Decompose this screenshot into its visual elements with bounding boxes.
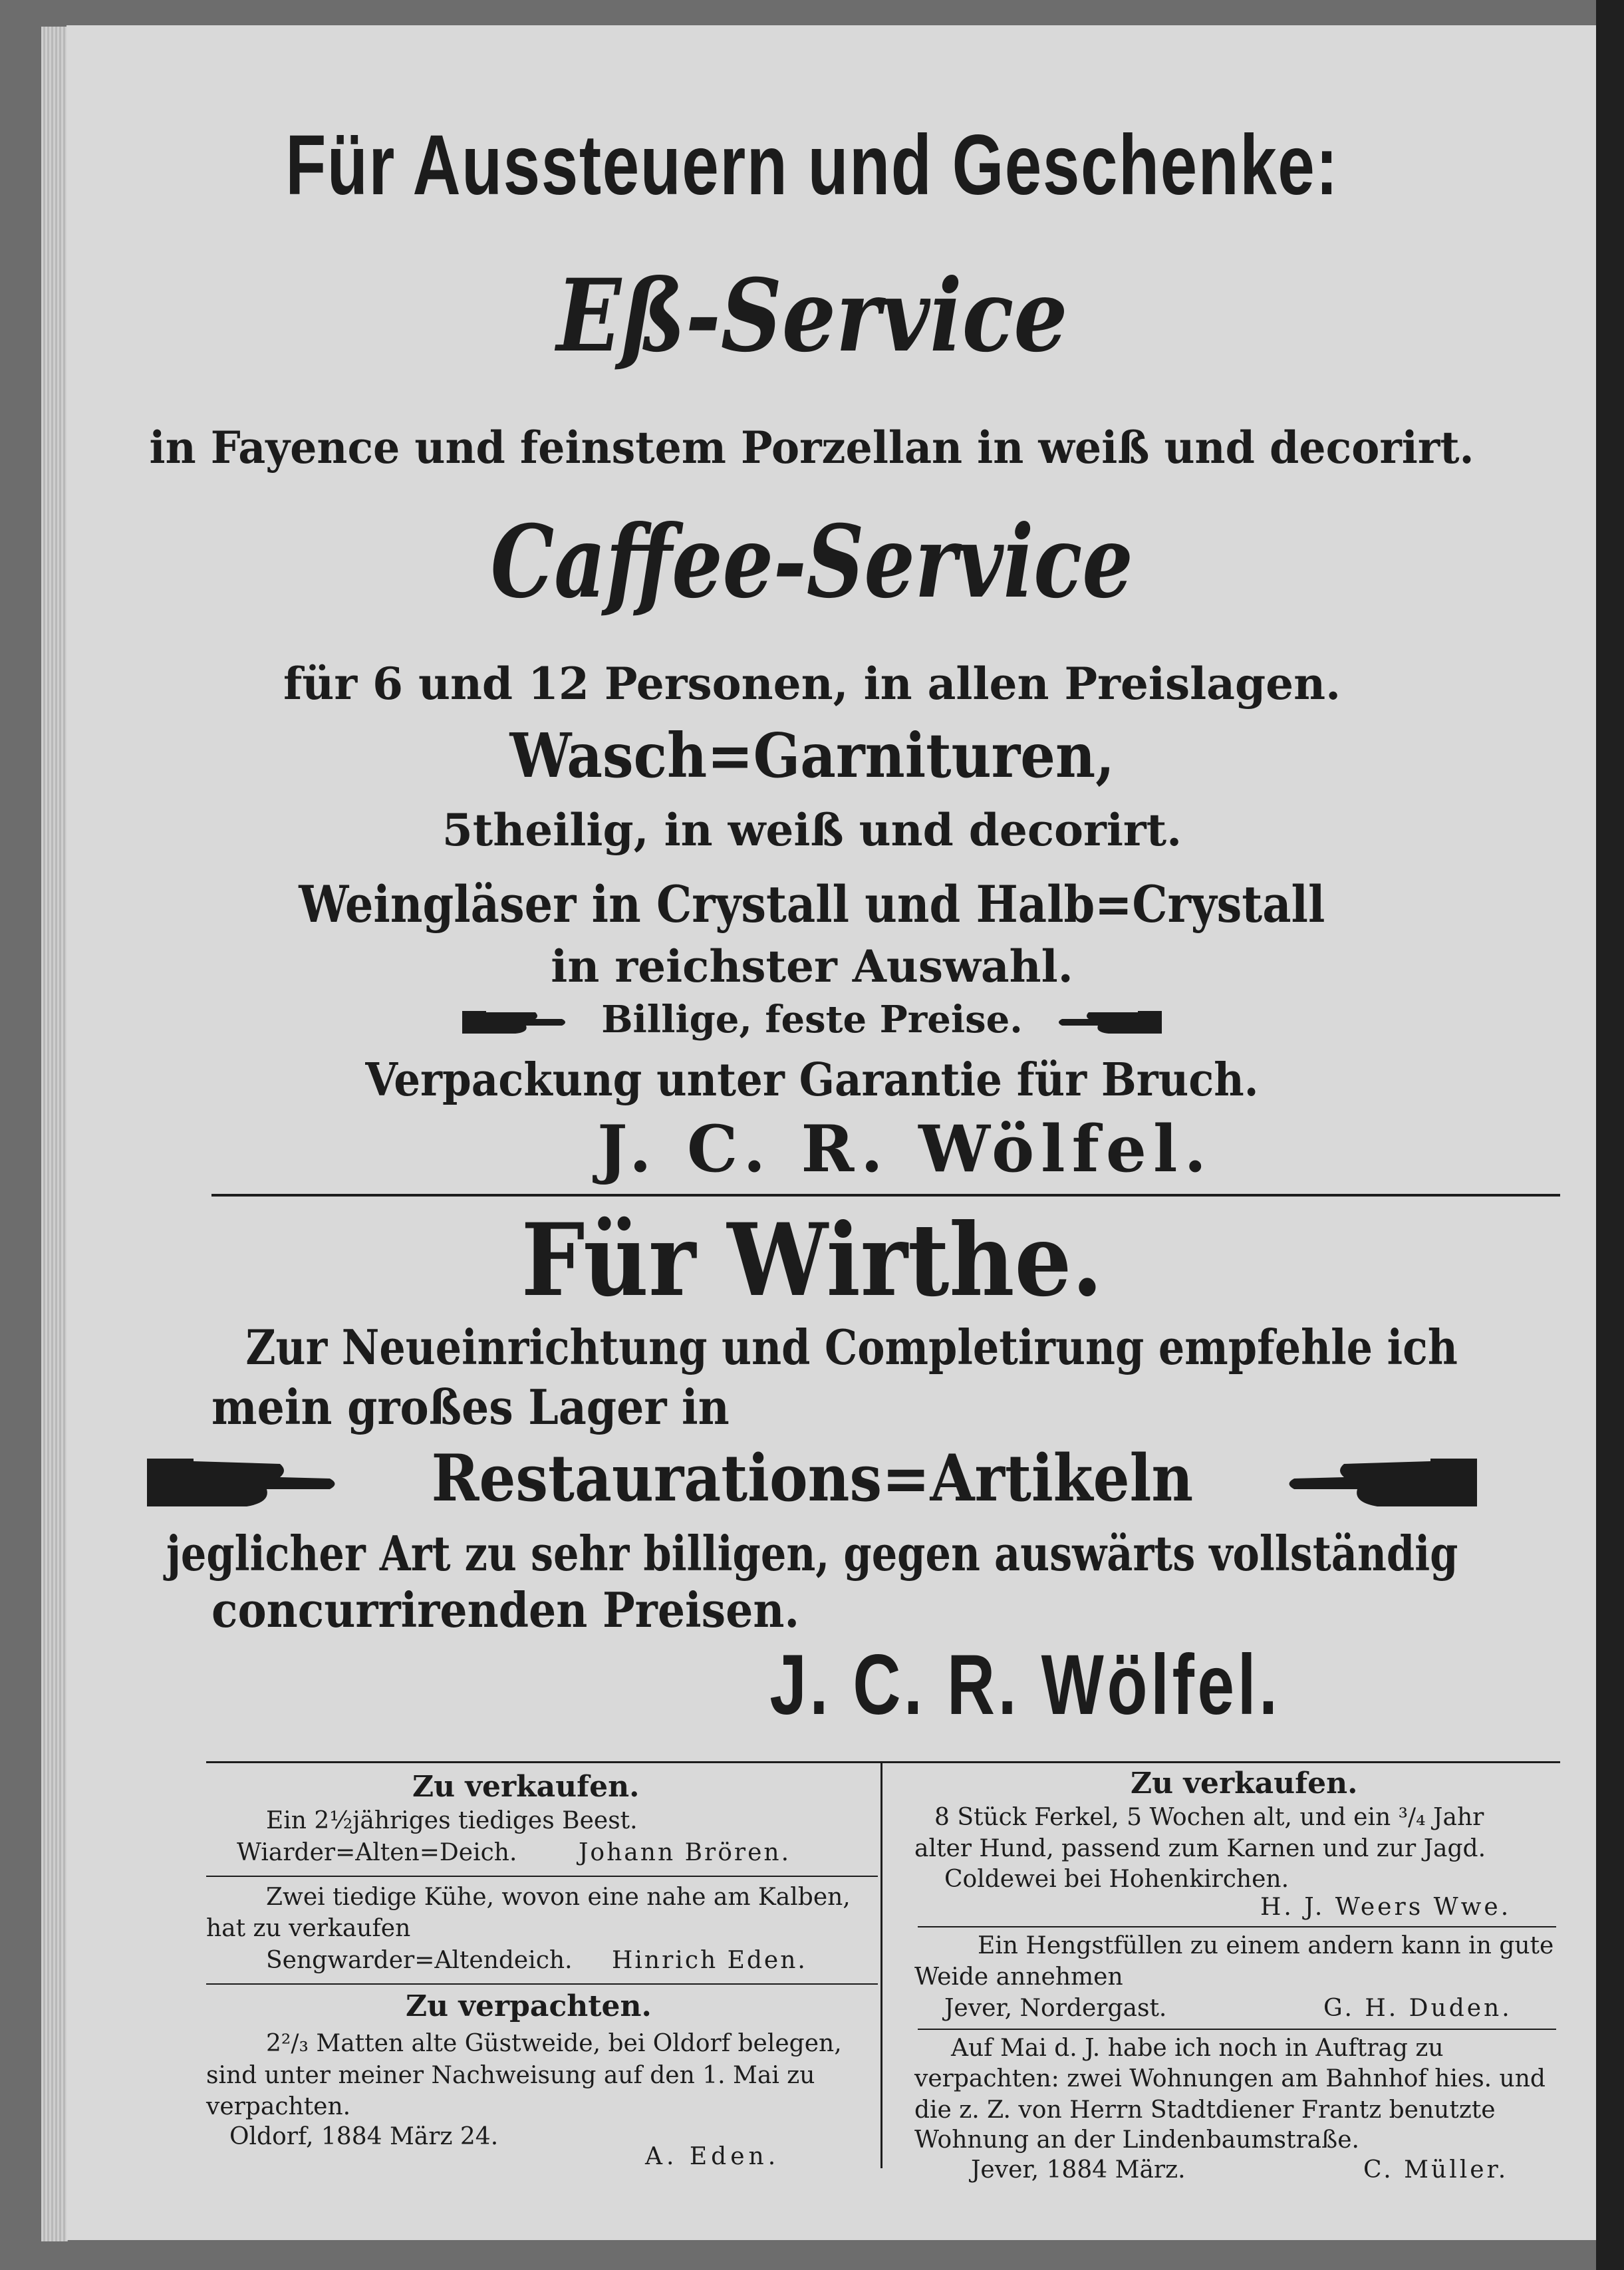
- pointing-hand-left-icon: [1055, 1006, 1162, 1039]
- right-ad3-line2: verpachten: zwei Wohnungen am Bahnhof hies. und: [914, 2065, 1546, 2092]
- right-ad2-name: G. H. Duden.: [1323, 1995, 1512, 2022]
- right-ad3-name: C. Müller.: [1363, 2156, 1509, 2184]
- ad2-line3: jeglicher Art zu sehr billigen, gegen auswärts vollständig: [166, 1525, 1458, 1582]
- left-ad2-name: Hinrich Eden.: [612, 1947, 807, 1974]
- right-ad3-line3: die z. Z. von Herrn Stadtdiener Frantz benutzte: [914, 2096, 1496, 2124]
- left-separator-2: [206, 1983, 878, 1985]
- ad2-line4: concurrirenden Preisen.: [211, 1582, 800, 1638]
- ad1-wasch-description: 5theilig, in weiß und decorirt.: [442, 804, 1182, 856]
- ad1-signature: J. C. R. Wölfel.: [597, 1111, 1213, 1187]
- right-ad2-place: Jever, Nordergast.: [944, 1995, 1167, 2022]
- ad1-weinglaeser: Weingläser in Crystall und Halb=Crystall: [299, 875, 1325, 934]
- classifieds-top-rule: [206, 1761, 1560, 1763]
- left-ad2-place: Sengwarder=Altendeich.: [266, 1947, 573, 1974]
- right-ad1-line2: alter Hund, passend zum Karnen und zur Jagd.: [914, 1835, 1486, 1862]
- left-ad3-line3: verpachten.: [206, 2093, 351, 2120]
- ad2-line2: mein großes Lager in: [211, 1379, 730, 1435]
- right-ad1-title: Zu verkaufen.: [1131, 1767, 1358, 1800]
- ad1-billige-preise-row: Billige, feste Preise.: [0, 1001, 1624, 1039]
- left-ad1-name: Johann Brören.: [579, 1839, 791, 1866]
- ad2-signature: J. C. R. Wölfel.: [769, 1637, 1281, 1733]
- left-ad2-line1: Zwei tiedige Kühe, wovon eine nahe am Kalben,: [266, 1884, 851, 1911]
- right-ad2-line2: Weide annehmen: [914, 1963, 1123, 1991]
- left-ad1-place: Wiarder=Alten=Deich.: [237, 1839, 517, 1866]
- ad-divider-rule: [211, 1194, 1560, 1197]
- ad1-caffee-service: Caffee-Service: [490, 503, 1133, 621]
- pointing-hand-right-icon: [147, 1451, 340, 1517]
- right-ad1-line1: 8 Stück Ferkel, 5 Wochen alt, und ein ³/₄ Jahr: [934, 1804, 1484, 1831]
- right-separator-2: [918, 2029, 1556, 2030]
- ad2-heading: Für Wirthe.: [521, 1202, 1103, 1319]
- left-ad3-place: Oldorf, 1884 März 24.: [229, 2123, 499, 2150]
- ad1-wasch-garnituren: Wasch=Garnituren,: [509, 720, 1115, 791]
- right-separator-1: [918, 1926, 1556, 1927]
- ad1-verpackung: Verpackung unter Garantie für Bruch.: [365, 1054, 1259, 1107]
- ad2-product-row: Restaurations=Artikeln: [0, 1447, 1624, 1517]
- classifieds-column-divider: [880, 1763, 882, 2168]
- pointing-hand-right-icon: [462, 1006, 569, 1039]
- right-ad1-name: H. J. Weers Wwe.: [1260, 1894, 1512, 1921]
- ad1-heading: Für Aussteuern und Geschenke:: [285, 118, 1339, 213]
- left-ad3-name: A. Eden.: [645, 2143, 780, 2170]
- left-ad1-title: Zu verkaufen.: [412, 1770, 640, 1804]
- right-ad3-line1: Auf Mai d. J. habe ich noch in Auftrag zu: [951, 2035, 1444, 2062]
- left-ad1-line1: Ein 2½jähriges tiediges Beest.: [266, 1807, 638, 1834]
- left-ad3-line1: 2²/₃ Matten alte Güstweide, bei Oldorf belegen,: [266, 2030, 842, 2057]
- ad1-wein-description: in reichster Auswahl.: [551, 940, 1073, 992]
- ad1-caffee-description: für 6 und 12 Personen, in allen Preislagen.: [283, 658, 1341, 710]
- ad2-line1: Zur Neueinrichtung und Completirung empfehle ich: [245, 1319, 1458, 1375]
- left-separator-1: [206, 1876, 878, 1877]
- right-ad2-line1: Ein Hengstfüllen zu einem andern kann in gute: [978, 1932, 1554, 1959]
- left-ad3-line2: sind unter meiner Nachweisung auf den 1. Mai zu: [206, 2062, 815, 2089]
- pointing-hand-left-icon: [1284, 1451, 1477, 1517]
- right-ad3-line4: Wohnung an der Lindenbaumstraße.: [914, 2126, 1359, 2154]
- right-ad1-line3: Coldewei bei Hohenkirchen.: [944, 1866, 1289, 1893]
- ad1-ess-service: Eß-Service: [556, 257, 1068, 374]
- left-ad2-line2: hat zu verkaufen: [206, 1915, 411, 1942]
- left-ad3-title: Zu verpachten.: [406, 1989, 652, 2023]
- right-ad3-place: Jever, 1884 März.: [971, 2156, 1186, 2184]
- ad1-ess-description: in Fayence und feinstem Porzellan in weiß und decorirt.: [149, 422, 1475, 474]
